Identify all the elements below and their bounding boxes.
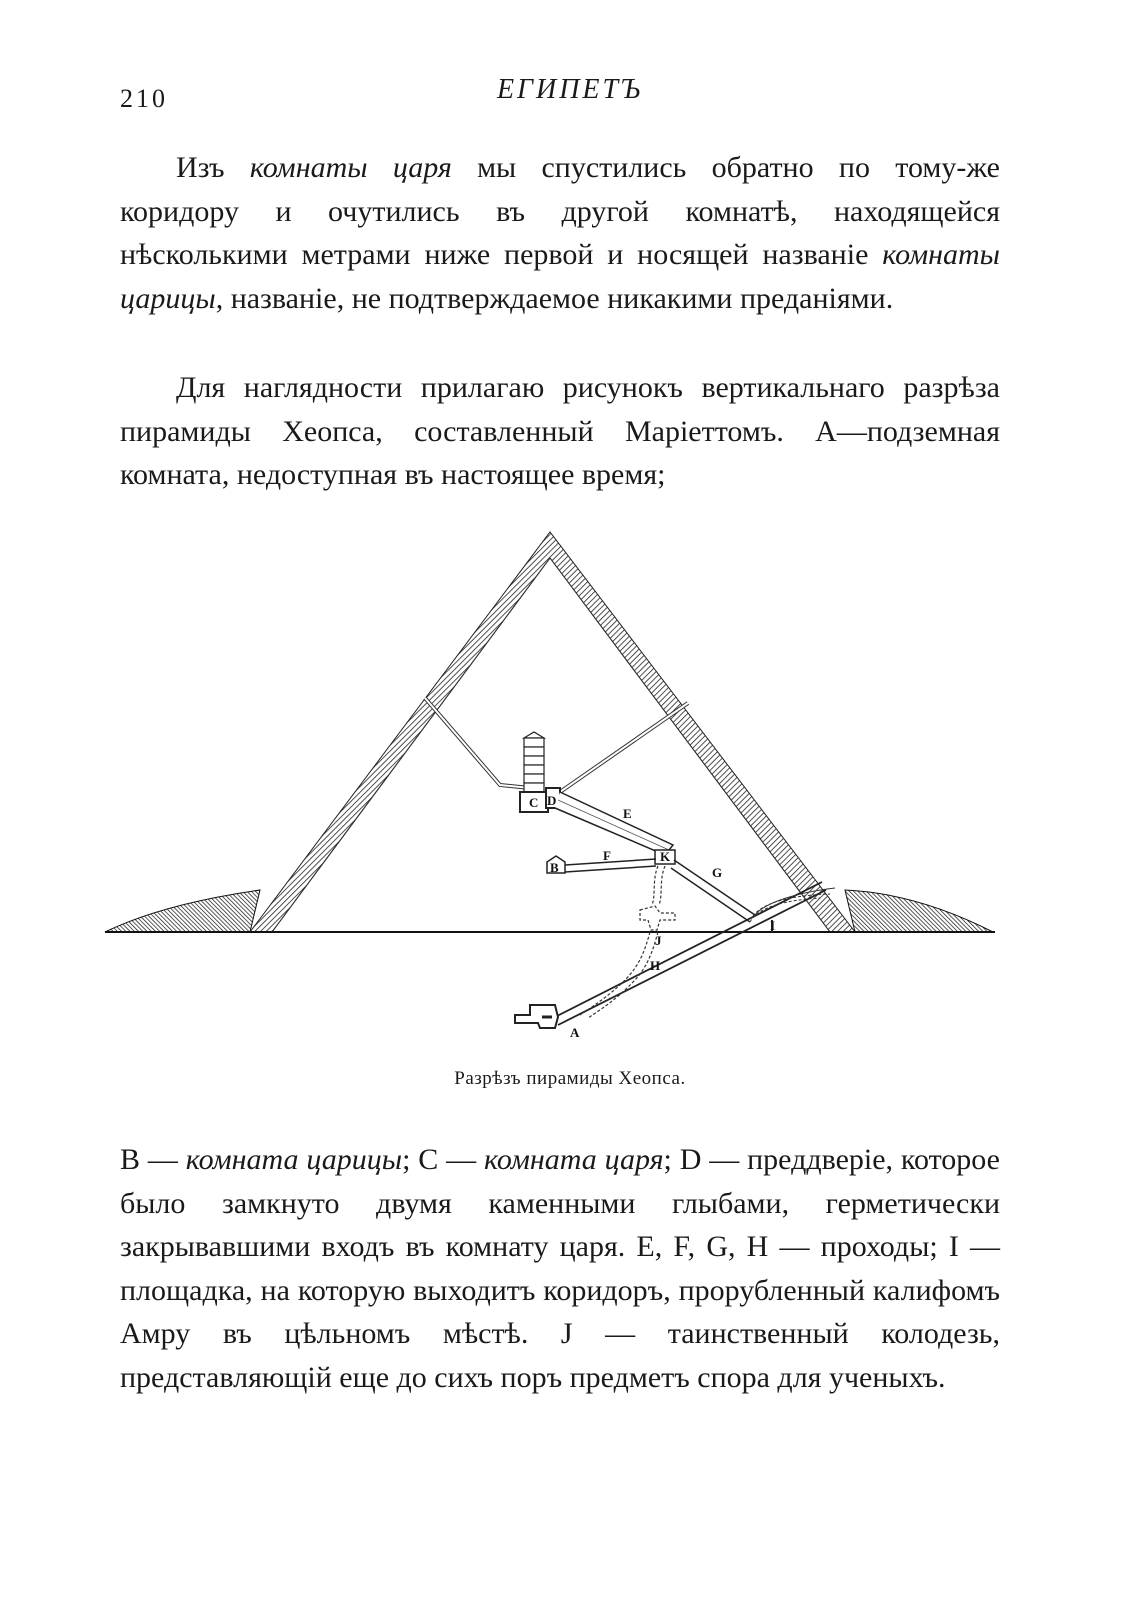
paragraph-1-italic-1: комнаты царя [249, 151, 452, 184]
paragraph-3-text-2: ; С — [402, 1143, 484, 1176]
page-number: 210 [120, 84, 168, 113]
north-air-shaft-inner [425, 698, 530, 788]
label-a: A [570, 1025, 580, 1040]
paragraph-2-text: Для наглядности прилагаю рисунокъ вертикальнаго разрѣза пирамиды Хеопса, составленный Маріеттомъ. А—подземная комната, недоступная въ настоящее время; [120, 371, 1000, 491]
pyramid-inner-line-right [550, 558, 830, 932]
paragraph-3-italic-2: комната царя [483, 1143, 664, 1176]
pyramid-inner-line-left [272, 558, 550, 932]
pyramid-cross-section-figure [100, 520, 1000, 1060]
label-f: F [603, 848, 611, 863]
label-i: I [770, 918, 776, 933]
left-ground-mound [105, 890, 260, 932]
paragraph-1-text-2: мы спустились обратно по тому-же коридору и очутились въ другой комнатѣ, находящейся нѣсколькими метрами ниже первой и носящей названіе [120, 151, 1001, 271]
pyramid-cross-section-drawing [100, 520, 1000, 1060]
paragraph-3-text-1: В — [120, 1143, 186, 1176]
paragraph-1-italic-2: комнаты царицы [120, 238, 1000, 315]
figure-caption: Разрѣзъ пирамиды Хеопса. [454, 1068, 686, 1089]
paragraph-3-italic-1: комната царицы [185, 1143, 403, 1176]
paragraph-1-text-1: Изъ [176, 151, 250, 184]
grand-gallery-e [555, 792, 673, 855]
label-b: B [550, 860, 559, 875]
relieving-chambers [524, 732, 544, 792]
label-e: E [623, 806, 632, 821]
label-d: D [547, 793, 557, 808]
label-c: C [529, 795, 539, 810]
paragraph-1-text-3: , названіе, не подтверждаемое никакими преданіями. [215, 281, 894, 315]
running-title: ЕГИПЕТЪ [496, 74, 644, 105]
label-j: J [655, 933, 662, 948]
paragraph-1 [120, 146, 1000, 320]
well-shaft-j [652, 866, 665, 905]
descending-passage-h [555, 882, 826, 1025]
grotto [640, 906, 675, 930]
label-k: K [660, 849, 671, 864]
right-ground-mound [845, 890, 993, 932]
paragraph-3 [120, 1138, 1000, 1399]
well-lower-j [580, 932, 661, 1018]
label-g: G [712, 865, 723, 880]
south-air-shaft-inner [560, 703, 688, 792]
paragraph-3-text-3: ; D — преддверіе, которое было замкнуто двумя каменными глыбами, герметически закрывавшими входъ въ комнату царя. E, F, G, H — проходы; I — площадка, на которую выходитъ коридоръ, прорубленный калифомъ Амру въ цѣльномъ мѣстѣ. J — таинственный колодезь, представляющій еще до сихъ поръ предметъ спора для ученыхъ. [120, 1143, 1000, 1394]
north-air-shaft [425, 698, 530, 788]
label-h: H [650, 958, 661, 973]
paragraph-2 [120, 366, 1000, 497]
